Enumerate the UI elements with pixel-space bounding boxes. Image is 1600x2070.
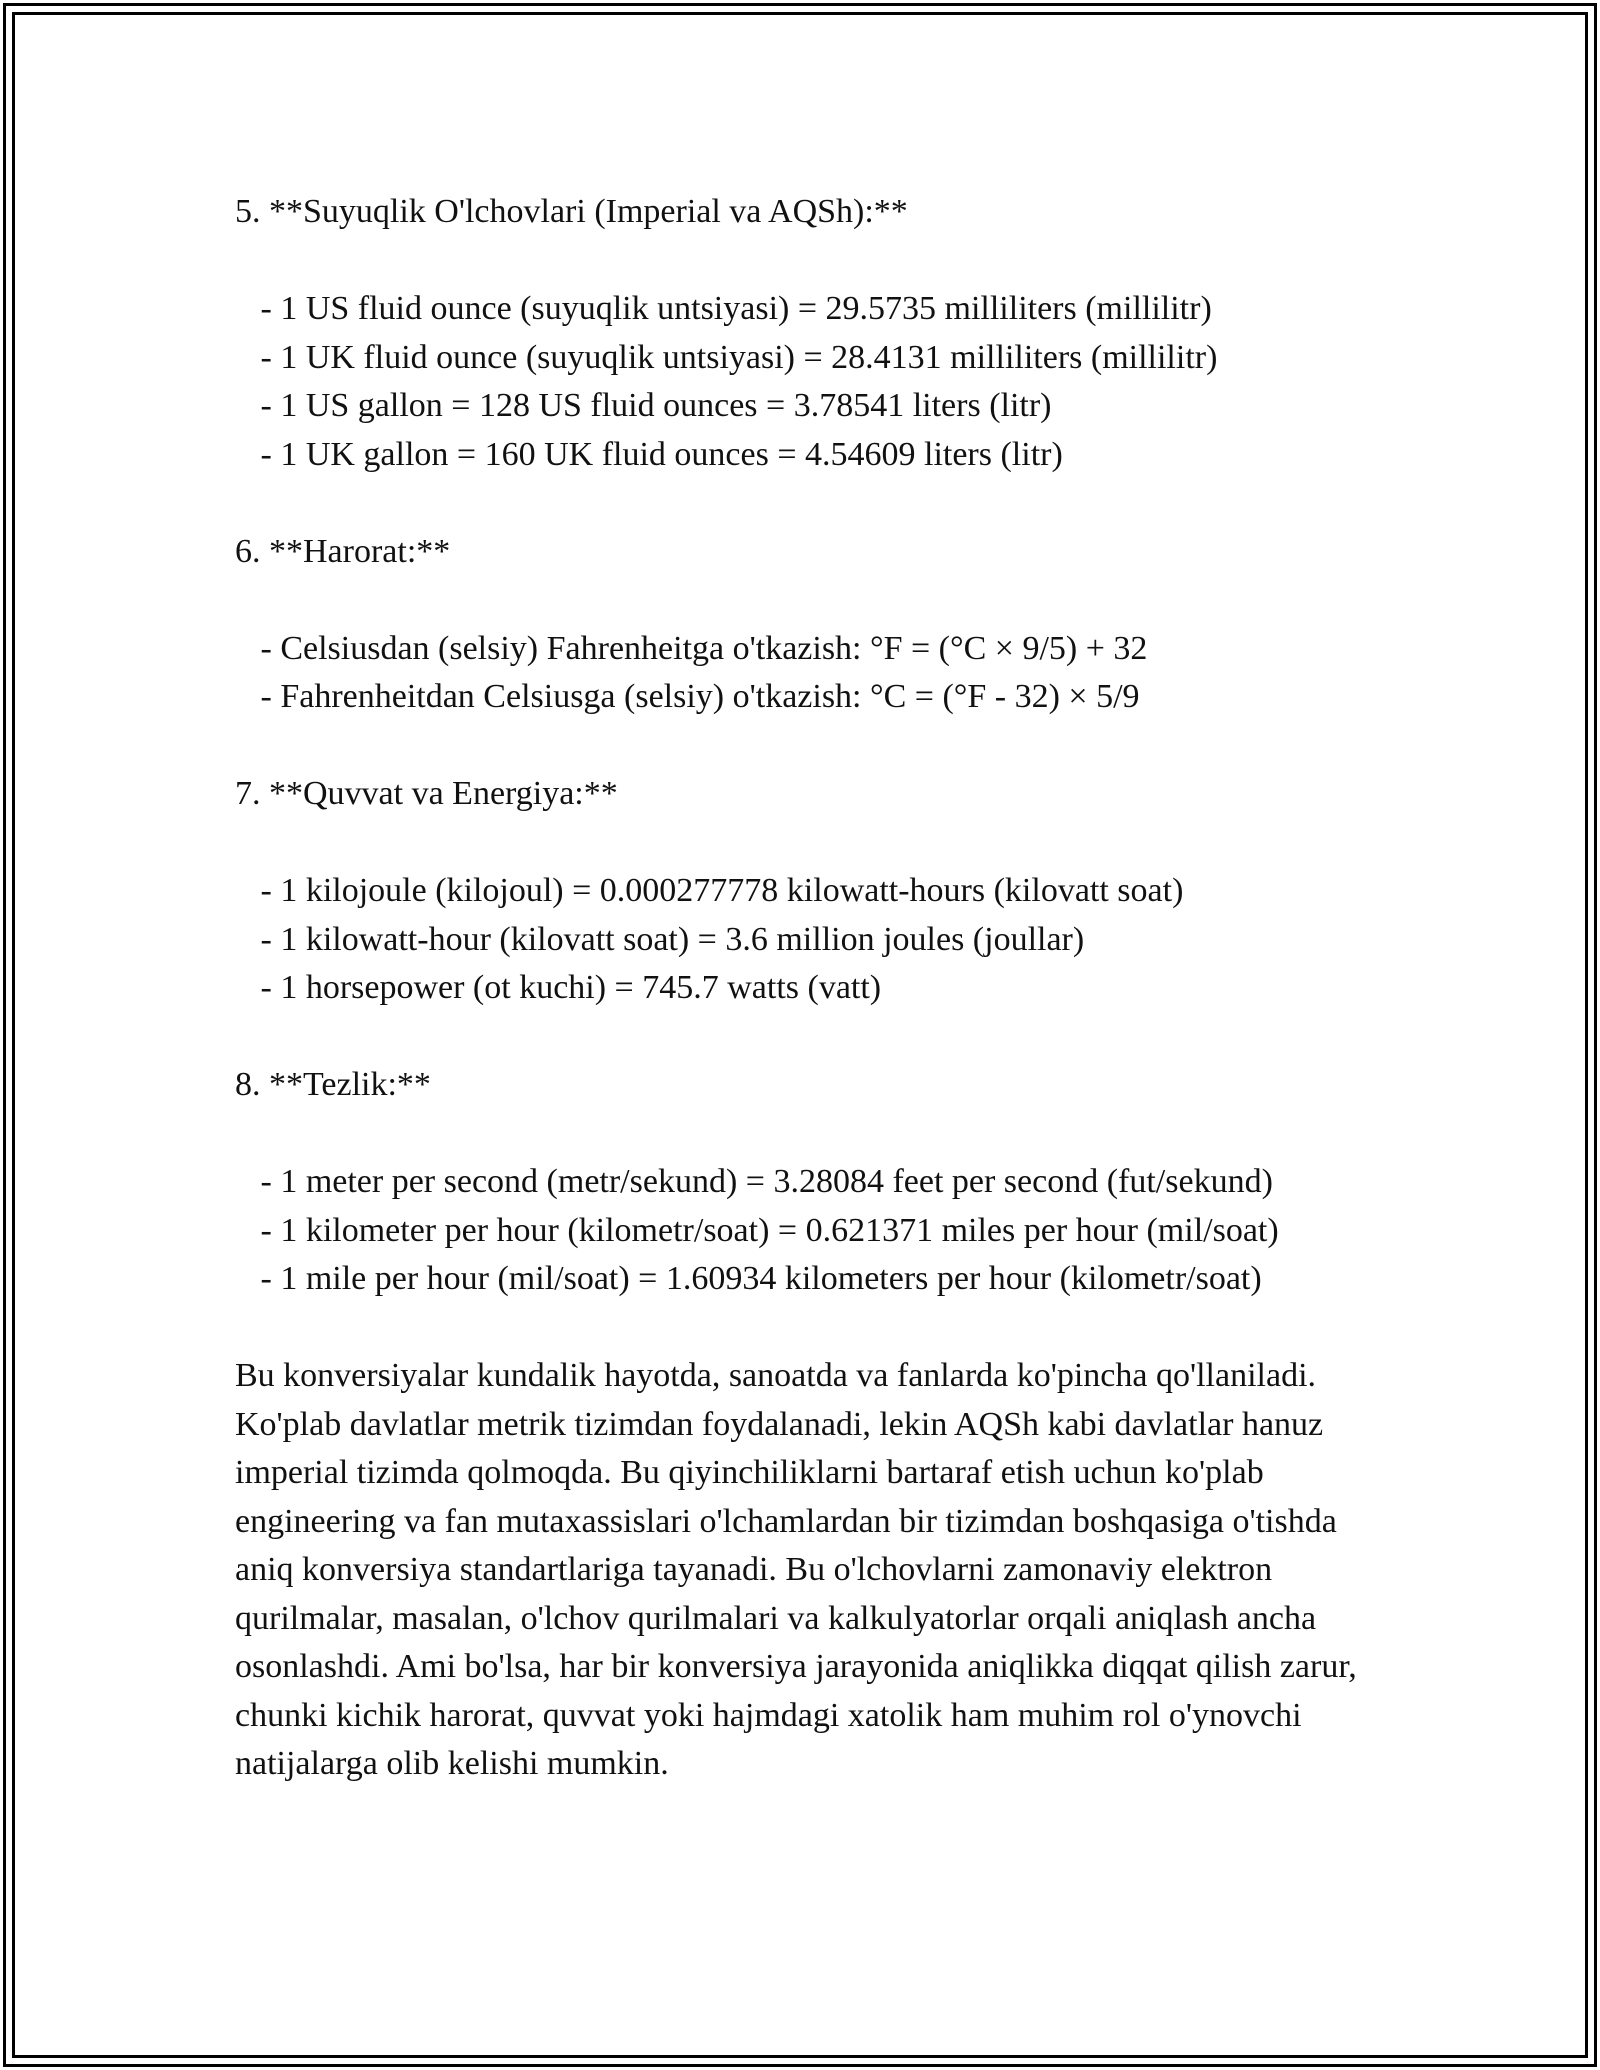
section-heading: 5. **Suyuqlik O'lchovlari (Imperial va AQSh):** <box>235 193 908 230</box>
list-item: - Celsiusdan (selsiy) Fahrenheitga o'tkazish: °F = (°C × 9/5) + 32 <box>235 629 1148 667</box>
list-item: - 1 kilowatt-hour (kilovatt soat) = 3.6 million joules (joullar) <box>235 920 1085 958</box>
section-heading: 7. **Quvvat va Energiya:** <box>235 775 618 812</box>
list-item: - 1 mile per hour (mil/soat) = 1.60934 kilometers per hour (kilometr/soat) <box>235 1260 1262 1297</box>
list-item: - 1 UK gallon = 160 UK fluid ounces = 4.54609 liters (litr) <box>235 435 1063 473</box>
list-item: - 1 horsepower (ot kuchi) = 745.7 watts (vatt) <box>235 969 882 1006</box>
list-item: - Fahrenheitdan Celsiusga (selsiy) o'tkazish: °C = (°F - 32) × 5/9 <box>235 678 1140 715</box>
section-heading: 8. **Tezlik:** <box>235 1066 431 1103</box>
closing-paragraph: Bu konversiyalar kundalik hayotda, sanoatda va fanlarda ko'pincha qo'llaniladi. Ko'plab davlatlar metrik tizimdan foydalanadi, lekin AQSh kabi davlatlar hanuz imperial tizimda qolmoqda. Bu qiyinchiliklarni bartaraf etish uchun ko'plab engineering va fan mutaxassislari o'lchamlardan bir tizimdan boshqasiga o'tishda aniq konversiya standartlariga tayanadi. Bu o'lchovlarni zamonaviy elektron qurilmalar, masalan, o'lchov qurilmalari va kalkulyatorlar orqali aniqlash ancha osonlashdi. Ami bo'lsa, har bir konversiya jarayonida aniqlikka diqqat qilish zarur, chunki kichik harorat, quvvat yoki hajmdagi xatolik ham muhim rol o'ynovchi natijalarga olib kelishi mumkin. <box>235 1357 1357 1782</box>
section-speed <box>235 1061 1385 1304</box>
list-item: - 1 meter per second (metr/sekund) = 3.28084 feet per second (fut/sekund) <box>235 1163 1273 1200</box>
section-liquid-measures <box>235 188 1385 479</box>
list-item: - 1 US fluid ounce (suyuqlik untsiyasi) = 29.5735 milliliters (millilitr) <box>235 290 1212 327</box>
document-body <box>235 188 1385 1789</box>
list-item: - 1 UK fluid ounce (suyuqlik untsiyasi) = 28.4131 milliliters (millilitr) <box>235 338 1218 376</box>
list-item: - 1 kilometer per hour (kilometr/soat) = 0.621371 miles per hour (mil/soat) <box>235 1211 1279 1249</box>
section-power-energy <box>235 770 1385 1013</box>
list-item: - 1 US gallon = 128 US fluid ounces = 3.78541 liters (litr) <box>235 387 1052 424</box>
section-temperature <box>235 528 1385 722</box>
section-heading: 6. **Harorat:** <box>235 532 451 570</box>
list-item: - 1 kilojoule (kilojoul) = 0.000277778 kilowatt-hours (kilovatt soat) <box>235 872 1184 909</box>
